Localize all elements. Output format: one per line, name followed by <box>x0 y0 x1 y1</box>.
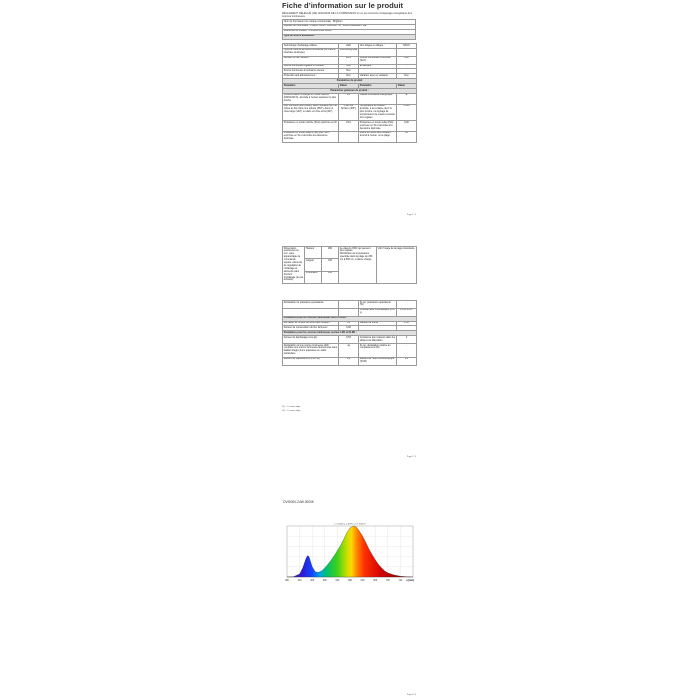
page-title: Fiche d’information sur le produit <box>282 1 404 10</box>
x-tick-label: 620 <box>360 580 365 582</box>
type-row: Protection anti-éblouissement : Non Variation avec un variateur : Non <box>283 74 417 79</box>
general-row: Flux lumineux utile (Φuse), avec indication qu’il se réfère au flux dans une sphère (360°), dans un cône large (120°) ou dans un cône étroit (90°) 1 920 sur Sphère (360°) Température de couleur, arrondie, à la centaine de K la plus proche, ou la plage de températures de couleur pouvant être réglées 3 000 <box>283 104 417 121</box>
page-number: Page 3 / 3 <box>406 694 416 696</box>
mains-params-header: Paramètres pour les sources lumineuses secteur LED et OLED : <box>283 331 417 336</box>
x-tick-label: 580 <box>348 580 352 582</box>
supplier-name-row: Nom du fournisseur ou marque commerciale : Brightsm <box>283 20 416 25</box>
general-row: Puissance en mode marche (Pon) exprimée en W 24,0 Puissance en mode veille (Psb) exprimée en W et arrondie à la deuxième décimale 0,00 <box>283 121 417 132</box>
page-number: Page 1 / 3 <box>406 214 416 216</box>
x-tick-label: 500 <box>322 580 327 582</box>
general-params-header: Paramètres généraux du produit : <box>283 89 417 94</box>
type-row: Secteur ou non secteur : MLS Source lumineuse connectée (SLC) : Non <box>283 56 417 64</box>
spectrum-chart <box>281 520 419 586</box>
regulation-subtitle: RÈGLEMENT DÉLÉGUÉ (UE) 2019/2015 DE LA COMMISSION en ce qui concerne l’étiquetage énergétique des sources lumineuses <box>282 12 412 19</box>
spectrum-title: OVIS00V-24W-3000K <box>283 500 314 504</box>
type-row: Technologie d’éclairage utilisée : LED Non dirigée ou dirigée : NDLS <box>283 44 417 49</box>
page-1 <box>279 0 420 222</box>
supplier-info-table <box>282 19 416 40</box>
params-header: Paramètres du produit <box>283 79 417 84</box>
param-row: Facteur de conservation du flux lumineux 0,90 <box>283 326 417 331</box>
cri-range-note: de valeurs d’IRC qui peuvent être réglées <box>339 246 371 253</box>
param-row: Facteur de déphasage (cos φ1) 0,53 Constance des couleurs dans les ellipses de MacAdam 3 <box>283 336 417 344</box>
spectral-distribution-label: Distribution de la puissance spectrale dans la plage de 250 nm à 800 nm, à pleine charge <box>339 252 373 262</box>
x-tick-label: 700 <box>385 580 390 582</box>
x-tick-label: 740 <box>398 580 403 582</box>
param-row: Ra valeur de l’indice de rendu des couleurs 19 Facteur de survie 1,00 <box>283 321 417 326</box>
param-row: Mesure du papillotement (Pst LM) 0,4 Mesure de l’effet stroboscopique (SVM) 0,3 <box>283 357 417 365</box>
model-reference-row: Référence du modèle : OVIS00V-24W-3000K <box>283 29 416 34</box>
page-number: Page 2 / 3 <box>406 456 416 458</box>
x-axis-mark: λ(nm) <box>406 578 414 582</box>
type-row: Source lumineuse à luminance élevée : Non <box>283 69 417 74</box>
type-header: Type de source lumineuse : <box>283 34 416 39</box>
led-params-header: Paramètres pour les sources lumineuses LED et OLED : <box>283 316 417 321</box>
supplier-address-row: Adresse du fournisseur : Prolicht GmbH, Brehmstr. 56 , 40239 Düsseldorf, DE <box>283 24 416 29</box>
page-3 <box>279 487 420 700</box>
chart-header-line: x: 0.4150 y: 0.3970 CCT: 3000 K <box>334 523 366 526</box>
general-row: Puissance en mode veille (Pnet) pour SLC, exprimée en W et arrondie à la deuxième décimale - Indice du rendu des couleurs, arrondi à l’entier, ou la plage 85 <box>283 131 417 142</box>
x-tick-label: 660 <box>373 580 378 582</box>
type-row: Type de culot de la source lumineuse (ou d’autre interface électrique) Connecting lead <box>283 48 417 56</box>
type-row: Source lumineuse réglable en couleur : Non Enveloppe : - <box>283 64 417 69</box>
param-row: Déclaration qu’une source lumineuse LED remplace une source lumineuse fluorescente sans ballast intégré d’une puissance en watts particulière -a) Si oui, déclaration relative au remplacement (W) - <box>283 344 417 358</box>
x-tick-label: 460 <box>310 580 315 582</box>
x-tick-label: 420 <box>297 580 302 582</box>
dimensions-label: Dimensions extérieures en mm, sans appareillage de commande séparé, éléments de régulation de l’éclairage et éléments sans fonction d’éclairage (le cas échéant) <box>283 246 304 282</box>
footnote: (1) : «-» sans objet ; <box>282 406 302 408</box>
footnote: (2) : «-» sans objet ; <box>282 410 302 412</box>
dimensions-table: Dimensions extérieures en mm, sans appareillage de commande séparé, éléments de régulation de l’éclairage et éléments sans fonction d’éclairage (le cas échéant) Hauteur 260 de valeurs d’IRC qui peuvent être réglées Distribution de la puissance spectrale dans la plage de 250 nm à 800 nm, à pleine charge Voir l’image de la page précédente Largeur 125 Profondeur 150 <box>283 246 415 282</box>
param-row: Coordonnées chromatiques (x et y) 0,415 0,397 <box>283 308 417 316</box>
x-tick-label: 380 <box>285 580 289 582</box>
type-table <box>282 43 417 143</box>
x-tick-label: 540 <box>335 580 340 582</box>
page-2 <box>279 242 420 464</box>
column-header-row: Paramètre Valeur Paramètre Valeur <box>283 84 417 89</box>
equivalence-table <box>282 300 417 366</box>
param-row: Déclaration de puissance équivalente - Si oui, puissance équivalente (W) - <box>283 301 417 309</box>
general-row: Consommation d’énergie en mode marche (kWh/1000 h), arrondie à l’entier supérieur le plus proche 24 Classe d’efficacité énergétique E <box>283 93 417 104</box>
spectral-distribution-value: Voir l’image de la page précédente <box>377 247 417 284</box>
